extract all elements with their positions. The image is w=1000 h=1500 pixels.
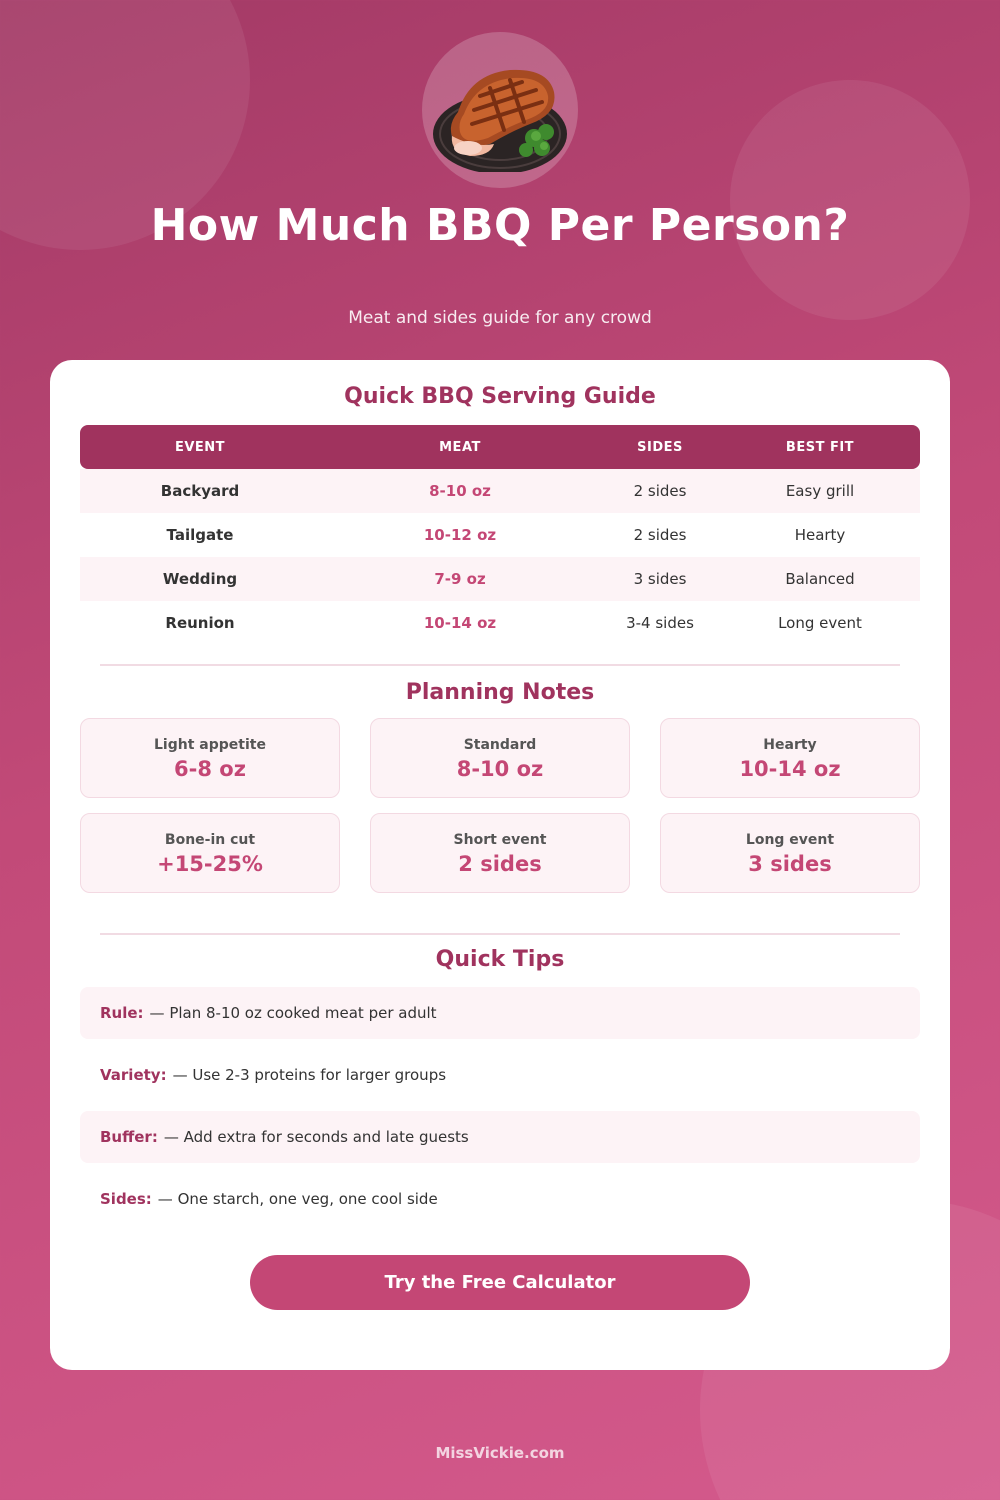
note-card	[80, 813, 340, 893]
note-card	[80, 718, 340, 798]
section-divider	[100, 933, 900, 935]
note-value: 6-8 oz	[174, 757, 246, 781]
table-row	[80, 557, 920, 601]
table-row	[80, 601, 920, 645]
event-cell: Wedding	[162, 570, 238, 588]
table-row	[80, 469, 920, 513]
tip-key: Rule:	[100, 1004, 144, 1022]
note-card	[370, 718, 630, 798]
tip-text: — Add extra for seconds and late guests	[163, 1128, 469, 1146]
meat-cell: 10-12 oz	[423, 526, 497, 544]
hero-badge	[422, 32, 578, 188]
note-value: 2 sides	[458, 852, 542, 876]
best-fit-cell: Easy grill	[785, 482, 855, 500]
serving-guide-title: Quick BBQ Serving Guide	[344, 384, 656, 409]
tip-text: — Use 2-3 proteins for larger groups	[172, 1066, 447, 1084]
page-title: How Much BBQ Per Person?	[150, 200, 850, 251]
planning-notes-grid	[80, 718, 920, 893]
column-header: BEST FIT	[785, 439, 855, 455]
table-header	[80, 425, 920, 469]
tip-key: Variety:	[100, 1066, 167, 1084]
note-value: 8-10 oz	[456, 757, 544, 781]
meat-cell: 10-14 oz	[423, 614, 497, 632]
tip-key: Buffer:	[100, 1128, 158, 1146]
note-value: 10-14 oz	[739, 757, 841, 781]
calculator-button[interactable]: Try the Free Calculator	[250, 1255, 750, 1310]
best-fit-cell: Long event	[778, 614, 862, 632]
table-row	[80, 513, 920, 557]
tip-item	[80, 1049, 920, 1101]
note-label: Light appetite	[154, 737, 266, 753]
sides-cell: 3-4 sides	[626, 614, 694, 632]
content-card	[50, 360, 950, 1370]
tip-key: Sides:	[100, 1190, 152, 1208]
note-label: Bone-in cut	[164, 832, 256, 848]
sides-cell: 3 sides	[633, 570, 687, 588]
quick-tips-list	[80, 987, 920, 1235]
note-card	[370, 813, 630, 893]
note-label: Short event	[453, 832, 547, 848]
note-card	[660, 813, 920, 893]
tip-item	[80, 987, 920, 1039]
note-label: Standard	[463, 737, 537, 753]
best-fit-cell: Balanced	[785, 570, 855, 588]
grilled-steak-icon	[430, 52, 570, 172]
note-label: Hearty	[763, 737, 817, 753]
sides-cell: 2 sides	[633, 526, 687, 544]
note-value: +15-25%	[157, 852, 263, 876]
quick-tips-title: Quick Tips	[435, 947, 565, 972]
meat-cell: 7-9 oz	[434, 570, 486, 588]
event-cell: Backyard	[160, 482, 240, 500]
tip-item	[80, 1111, 920, 1163]
column-header: EVENT	[174, 439, 226, 455]
event-cell: Tailgate	[166, 526, 234, 544]
meat-cell: 8-10 oz	[429, 482, 491, 500]
serving-guide-table	[80, 425, 920, 645]
footer-brand: MissVickie.com	[435, 1444, 565, 1462]
note-label: Long event	[745, 832, 835, 848]
note-value: 3 sides	[748, 852, 832, 876]
event-cell: Reunion	[165, 614, 235, 632]
tip-item	[80, 1173, 920, 1225]
tip-text: — Plan 8-10 oz cooked meat per adult	[149, 1004, 437, 1022]
sides-cell: 2 sides	[633, 482, 687, 500]
planning-notes-title: Planning Notes	[405, 680, 595, 705]
column-header: MEAT	[439, 439, 481, 455]
column-header: SIDES	[637, 439, 683, 455]
note-card	[660, 718, 920, 798]
tip-text: — One starch, one veg, one cool side	[157, 1190, 438, 1208]
page-subtitle: Meat and sides guide for any crowd	[348, 308, 652, 328]
best-fit-cell: Hearty	[794, 526, 846, 544]
section-divider	[100, 664, 900, 666]
